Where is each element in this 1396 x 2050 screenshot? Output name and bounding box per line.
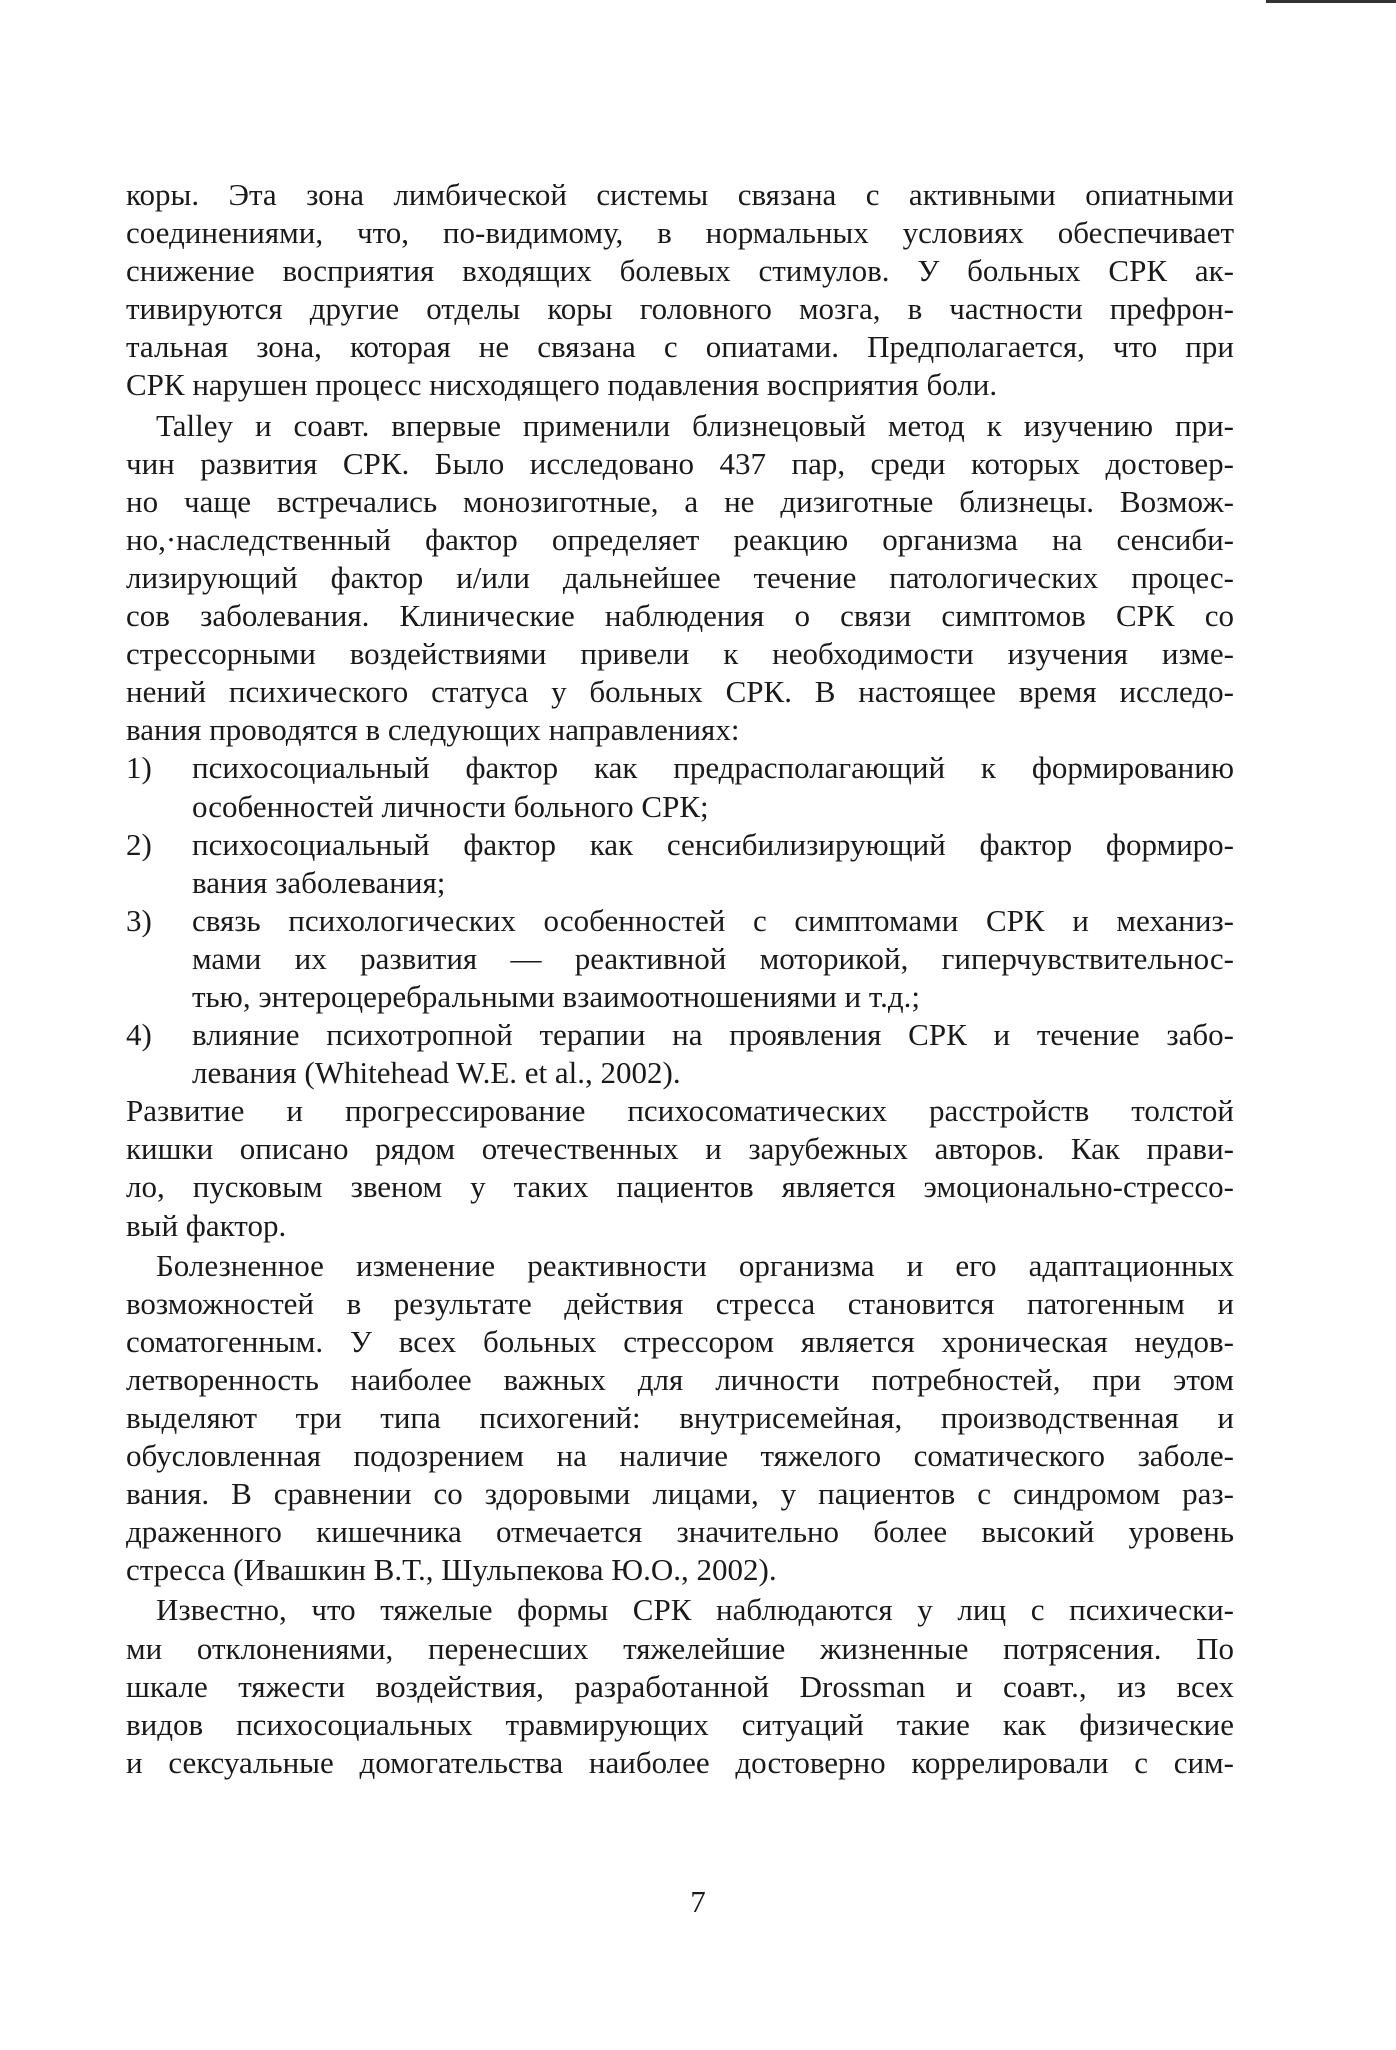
list-item <box>126 749 1234 825</box>
text-line: но чаще встречались монозиготные, а не дизиготные близнецы. Возмож- <box>126 483 1234 519</box>
text-line: ло, пусковым звеном у таких пациентов является эмоционально-стрессо- <box>126 1169 1234 1205</box>
list-item <box>126 902 1234 1016</box>
text-line: вания. В сравнении со здоровыми лицами, у пациентов с синдромом раз- <box>126 1476 1234 1512</box>
text-line: летворенность наиболее важных для личности потребностей, при этом <box>126 1361 1234 1397</box>
text-line: вания заболевания; <box>192 864 446 900</box>
paragraph <box>126 1591 1234 1781</box>
list-number: 4) <box>126 1017 152 1053</box>
text-line: шкале тяжести воздействия, разработанной Drossman и соавт., из всех <box>126 1668 1234 1704</box>
body-text <box>126 176 1234 1782</box>
text-line: выделяют три типа психогений: внутрисемейная, производственная и <box>126 1400 1234 1435</box>
text-line: тальная зона, которая не связана с опиатами. Предполагается, что при <box>126 329 1234 365</box>
text-line: Talley и соавт. впервые применили близнецовый метод к изучению при- <box>156 407 1234 443</box>
text-line: Развитие и прогрессирование психосоматических расстройств толстой <box>126 1093 1234 1129</box>
text-line: соединениями, что, по-видимому, в нормальных условиях обеспечивает <box>126 215 1234 251</box>
numbered-list <box>126 749 1234 1092</box>
text-line: кишки описано рядом отечественных и зарубежных авторов. Как прави- <box>126 1131 1234 1167</box>
list-item <box>126 826 1234 902</box>
text-line: стрессорными воздействиями привели к необходимости изучения изме- <box>126 636 1234 672</box>
text-line: чин развития СРК. Было исследовано 437 пар, среди которых достовер- <box>126 445 1234 481</box>
list-item <box>126 1016 1234 1092</box>
text-line: связь психологических особенностей с симптомами СРК и механиз- <box>192 902 1234 938</box>
paragraph <box>126 1247 1234 1590</box>
text-line: драженного кишечника отмечается значительно более высокий уровень <box>126 1514 1234 1550</box>
text-line: видов психосоциальных травмирующих ситуаций такие как физические <box>126 1706 1234 1742</box>
text-line: Болезненное изменение реактивности организма и его адаптационных <box>156 1247 1234 1283</box>
text-line: СРК нарушен процесс нисходящего подавления восприятия боли. <box>126 367 998 403</box>
text-line: психосоциальный фактор как предрасполагающий к формированию <box>192 750 1234 786</box>
text-line: вый фактор. <box>126 1207 287 1243</box>
text-line: сов заболевания. Клинические наблюдения о связи симптомов СРК со <box>126 598 1234 634</box>
paragraph <box>126 1092 1234 1244</box>
text-line: вания проводятся в следующих направлениях: <box>126 712 740 748</box>
text-line: снижение восприятия входящих болевых стимулов. У больных СРК ак- <box>126 253 1234 289</box>
text-line: тивируются другие отделы коры головного мозга, в частности префрон- <box>126 291 1234 327</box>
page-number: 7 <box>690 1884 706 1919</box>
list-number: 3) <box>126 902 152 938</box>
text-line: психосоциальный фактор как сенсибилизирующий фактор формиро- <box>192 826 1234 862</box>
list-number: 2) <box>126 826 152 862</box>
top-edge-rule <box>1266 0 1396 3</box>
text-line: левания (Whitehead W.E. et al., 2002). <box>192 1055 681 1091</box>
text-line: и сексуальные домогательства наиболее достоверно коррелировали с сим- <box>126 1744 1234 1780</box>
text-line: тью, энтероцеребральными взаимоотношениями и т.д.; <box>192 978 920 1014</box>
paragraph <box>126 407 1234 750</box>
text-line: но,·наследственный фактор определяет реакцию организма на сенсиби- <box>126 521 1234 557</box>
text-line: особенностей личности больного СРК; <box>192 788 709 824</box>
text-line: соматогенным. У всех больных стрессором является хроническая неудов- <box>126 1323 1234 1359</box>
text-line: влияние психотропной терапии на проявления СРК и течение забо- <box>192 1017 1234 1053</box>
text-line: стресса (Ивашкин В.Т., Шульпекова Ю.О., 2002). <box>126 1552 777 1588</box>
text-line: мами их развития — реактивной моторикой, гиперчувствительнос- <box>192 940 1234 976</box>
list-number: 1) <box>126 750 152 786</box>
text-line: ми отклонениями, перенесших тяжелейшие жизненные потрясения. По <box>126 1630 1234 1666</box>
text-line: Известно, что тяжелые формы СРК наблюдаются у лиц с психически- <box>156 1592 1234 1628</box>
text-line: лизирующий фактор и/или дальнейшее течение патологических процес- <box>126 559 1234 595</box>
text-line: коры. Эта зона лимбической системы связана с активными опиатными <box>126 177 1234 212</box>
text-line: нений психического статуса у больных СРК. В настоящее время исследо- <box>126 674 1234 710</box>
text-line: обусловленная подозрением на наличие тяжелого соматического заболе- <box>126 1438 1234 1474</box>
paragraph <box>126 176 1234 405</box>
text-line: возможностей в результате действия стресса становится патогенным и <box>126 1285 1234 1321</box>
